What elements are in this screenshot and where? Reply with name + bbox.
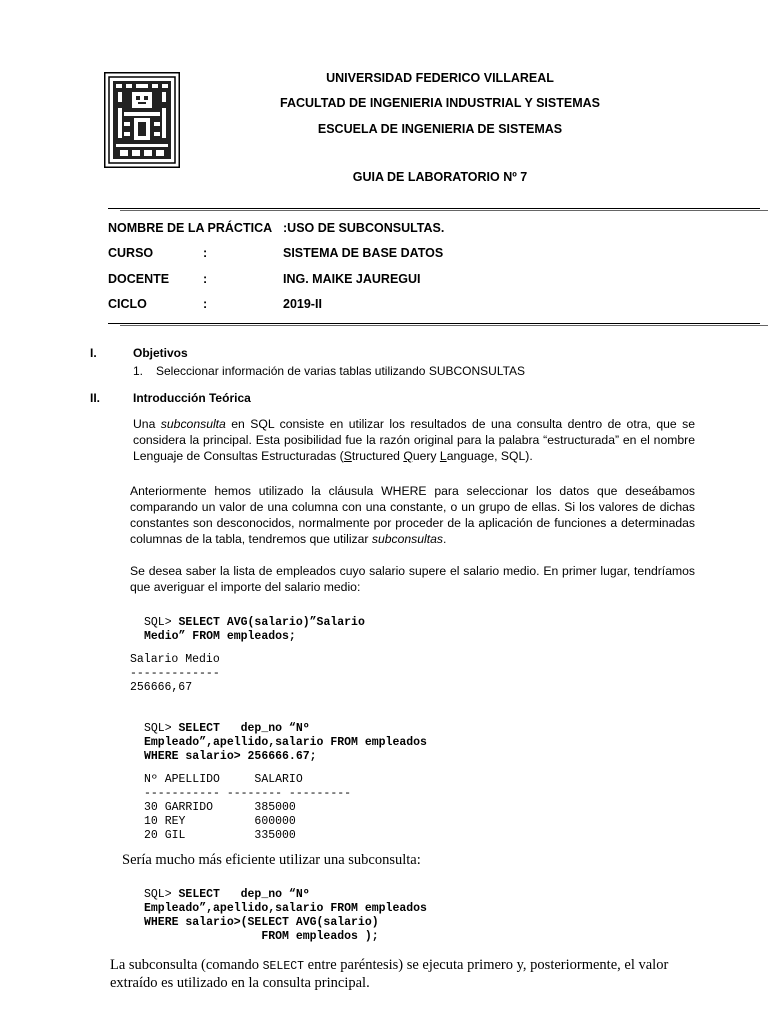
section-1-numeral: I. xyxy=(90,346,97,360)
section-2-title: Introducción Teórica xyxy=(133,391,251,405)
code-line: FROM empleados ); xyxy=(144,930,379,943)
sql-prompt: SQL> xyxy=(144,616,179,629)
sql-prompt: SQL> xyxy=(144,888,179,901)
result-row: 30 GARRIDO 385000 xyxy=(144,801,296,814)
result-header: Salario Medio xyxy=(130,653,220,666)
section-1-title: Objetivos xyxy=(133,346,188,360)
bottom-divider-thin xyxy=(120,325,768,326)
teacher-colon: : xyxy=(203,272,208,286)
cycle-label: CICLO xyxy=(108,297,147,311)
intro-paragraph-1: Una subconsulta en SQL consiste en utilizar los resultados de una consulta dentro de otra, que se considera la principal. Esta posibilidad fue la razón original para la palabra “estructurada” en el nombre Lenguaje de Consultas Estructuradas (Structured Query Language, SQL). xyxy=(133,417,695,463)
university-name: UNIVERSIDAD FEDERICO VILLAREAL xyxy=(326,71,554,85)
course-value: SISTEMA DE BASE DATOS xyxy=(283,246,444,260)
course-label: CURSO xyxy=(108,246,154,260)
code-line: SELECT dep_no “Nº xyxy=(178,888,310,901)
university-logo xyxy=(104,72,180,168)
code-line: WHERE salario>(SELECT AVG(salario) xyxy=(144,916,379,929)
code-line: SELECT AVG(salario)”Salario xyxy=(178,616,365,629)
code-block-2 xyxy=(144,718,427,764)
closing-paragraph: La subconsulta (comando SELECT entre paréntesis) se ejecuta primero y, posteriormente, el valor extraído es utilizado en la consulta principal. xyxy=(110,957,669,991)
intro-paragraph-3: Se desea saber la lista de empleados cuyo salario supere el salario medio. En primer lugar, tendríamos que averiguar el importe del salario medio: xyxy=(130,564,695,594)
top-divider xyxy=(108,208,760,209)
code-line: Empleado”,apellido,salario FROM empleados xyxy=(144,902,427,915)
cycle-colon: : xyxy=(203,297,208,311)
result-value: 256666,67 xyxy=(130,681,193,694)
result-separator: ----------- -------- --------- xyxy=(144,787,352,800)
code-line: Medio” FROM empleados; xyxy=(144,630,296,643)
inline-code: SELECT xyxy=(262,960,305,973)
top-divider-thin xyxy=(120,210,768,211)
course-colon: : xyxy=(203,246,208,260)
result-block-1 xyxy=(130,653,220,695)
intro-paragraph-2: Anteriormente hemos utilizado la cláusula WHERE para seleccionar los datos que deseábamos comparando un valor de una columna con una constante, o un grupo de ellas. Si los valores de dichas constantes son desconocidos, normalmente por proceder de la aplicación de funciones a determinadas columnas de la tabla, tendremos que utilizar subconsultas. xyxy=(130,484,695,546)
logo-seal-icon xyxy=(104,72,180,168)
cycle-value: 2019-II xyxy=(283,297,322,311)
code-block-3 xyxy=(144,884,427,944)
code-line: Empleado”,apellido,salario FROM empleados xyxy=(144,736,427,749)
practice-value: :USO DE SUBCONSULTAS. xyxy=(283,221,445,235)
result-header: Nº APELLIDO SALARIO xyxy=(144,773,303,786)
efficient-sentence: Sería mucho más eficiente utilizar una subconsulta: xyxy=(122,852,421,868)
code-line: SELECT dep_no “Nº xyxy=(178,722,310,735)
teacher-value: ING. MAIKE JAUREGUI xyxy=(283,272,421,286)
result-block-2 xyxy=(144,773,351,843)
code-line: WHERE salario> 256666.67; xyxy=(144,750,317,763)
school-name: ESCUELA DE INGENIERIA DE SISTEMAS xyxy=(317,122,563,136)
bottom-divider xyxy=(108,323,760,324)
result-row: 10 REY 600000 xyxy=(144,815,296,828)
practice-label: NOMBRE DE LA PRÁCTICA xyxy=(108,221,273,235)
teacher-label: DOCENTE xyxy=(108,272,170,286)
section-2-numeral: II. xyxy=(90,391,101,405)
result-row: 20 GIL 335000 xyxy=(144,829,296,842)
objective-number: 1. xyxy=(133,364,144,378)
lab-guide-title: GUIA DE LABORATORIO Nº 7 xyxy=(352,170,528,184)
sql-prompt: SQL> xyxy=(144,722,179,735)
faculty-name: FACULTAD DE INGENIERIA INDUSTRIAL Y SISTEMAS xyxy=(280,96,600,110)
code-block-1 xyxy=(144,612,365,644)
result-separator: ------------- xyxy=(130,667,220,680)
objective-text: Seleccionar información de varias tablas utilizando SUBCONSULTAS xyxy=(156,364,526,378)
